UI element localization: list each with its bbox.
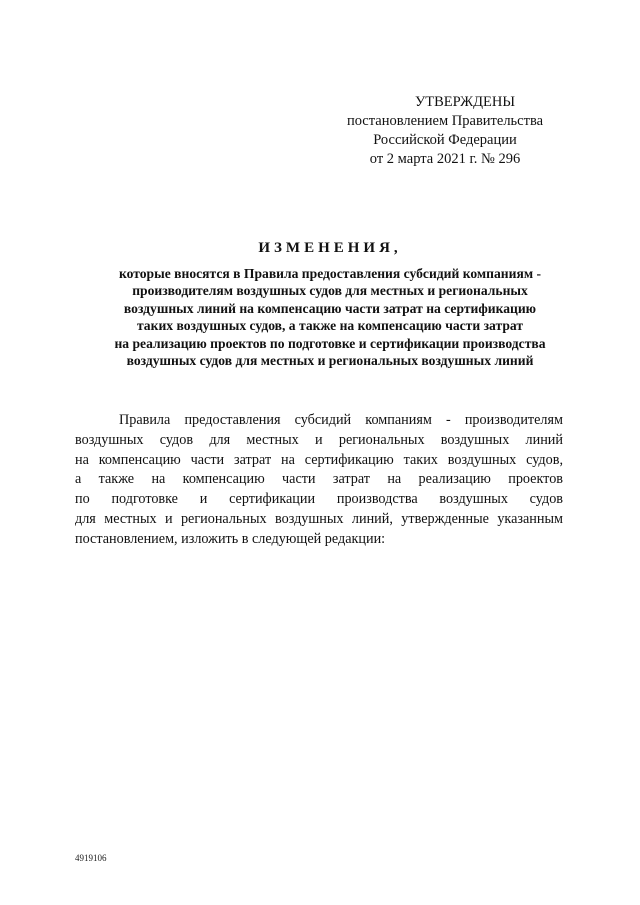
approval-line: Российской Федерации: [373, 132, 517, 148]
body-line: по подготовке и сертификации производства воздушных судов: [75, 491, 563, 508]
approval-line: постановлением Правительства: [346, 113, 544, 129]
body-line: Правила предоставления субсидий компаниям - производителям: [119, 412, 563, 428]
subheading-line: таких воздушных судов, а также на компенсацию части затрат: [136, 318, 524, 334]
subheading-line: на реализацию проектов по подготовке и сертификации производства: [114, 335, 546, 351]
body-line: а также на компенсацию части затрат на реализацию проектов: [75, 471, 563, 488]
approval-date-line: от 2 марта 2021 г. № 296: [369, 151, 521, 167]
subheading-line: воздушных линий на компенсацию части затрат на сертификацию: [123, 300, 537, 316]
subheading-line: производителям воздушных судов для местных и региональных: [132, 283, 528, 299]
document-heading: ИЗМЕНЕНИЯ,: [258, 240, 402, 256]
document-subheading: [60, 265, 600, 369]
subheading-line: которые вносятся в Правила предоставления субсидий компаниям -: [118, 266, 542, 281]
body-line: постановлением, изложить в следующей редакции:: [75, 530, 386, 547]
approved-label: УТВЕРЖДЕНЫ: [414, 94, 516, 110]
body-line: на компенсацию части затрат на сертификацию таких воздушных судов,: [75, 451, 563, 468]
document-number: 4919106: [75, 853, 107, 863]
subheading-line: воздушных судов для местных и региональных воздушных линий: [126, 353, 534, 369]
body-paragraph: [75, 411, 563, 550]
body-line: воздушных судов для местных и региональных воздушных линий: [75, 431, 563, 448]
approval-block: [330, 93, 560, 169]
body-line: для местных и региональных воздушных линий, утвержденные указанным: [75, 510, 563, 527]
